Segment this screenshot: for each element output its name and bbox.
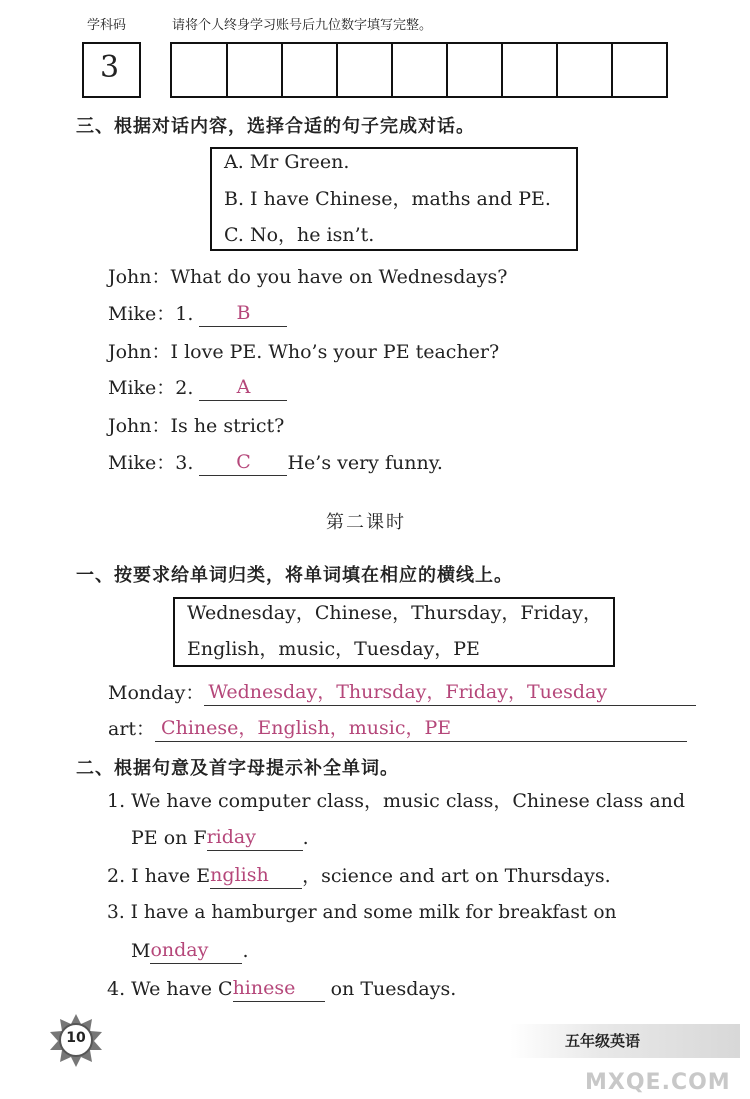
answer-blank[interactable]: onday [150, 937, 242, 964]
subject-code-value: 3 [100, 50, 120, 85]
section3-heading: 三、根据对话内容，选择合适的句子完成对话。 [76, 116, 475, 137]
answer-blank[interactable]: nglish [210, 862, 302, 889]
art-row [108, 715, 687, 742]
answer-blank[interactable]: riday [207, 824, 303, 851]
question-text: . [242, 940, 249, 962]
watermark: MXQE.COM [585, 1070, 731, 1095]
question-2 [107, 862, 611, 889]
question-text: . [302, 827, 309, 849]
answer-blank[interactable]: C [199, 449, 287, 476]
monday-label: Monday： [108, 682, 205, 704]
account-id-cell[interactable] [446, 44, 448, 96]
account-id-cell[interactable] [501, 44, 503, 96]
option-a: A. Mr Green. [224, 151, 350, 173]
account-id-cell[interactable] [281, 44, 283, 96]
art-label: art： [108, 718, 156, 740]
option-b: B. I have Chinese，maths and PE. [224, 188, 551, 210]
page-number-badge [48, 1012, 104, 1068]
answer-blank[interactable]: hinese [233, 975, 325, 1002]
question-3-line2 [131, 937, 249, 964]
art-answer[interactable]: Chinese，English，music，PE [155, 715, 687, 742]
question-text: 2. I have E [107, 865, 211, 887]
dialogue-line: John：I love PE. Who’s your PE teacher? [108, 341, 500, 363]
dialogue-line [108, 449, 443, 476]
answer-blank[interactable]: B [199, 300, 287, 327]
dialogue-speaker: Mike：3. [108, 452, 200, 474]
account-id-grid [170, 42, 668, 98]
subject-code-label: 学科码 [87, 18, 127, 33]
dialogue-speaker: Mike：1. [108, 303, 200, 325]
dialogue-line: John：Is he strict? [108, 415, 285, 437]
question-text: on Tuesdays. [330, 978, 457, 1000]
question-text: PE on F [131, 827, 207, 849]
account-id-cell[interactable] [336, 44, 338, 96]
section1-heading: 一、按要求给单词归类，将单词填在相应的横线上。 [76, 565, 513, 586]
question-4 [107, 975, 456, 1002]
question-1-line2 [131, 824, 309, 851]
monday-row [108, 679, 696, 706]
section2-heading: 二、根据句意及首字母提示补全单词。 [76, 758, 399, 779]
question-3-line1: 3. I have a hamburger and some milk for breakfast on [107, 902, 617, 923]
account-id-cell[interactable] [611, 44, 613, 96]
lesson-title: 第二课时 [326, 512, 406, 533]
account-id-cell[interactable] [226, 44, 228, 96]
question-text: M [131, 940, 151, 962]
question-1-line1: 1. We have computer class，music class，Chinese class and [107, 790, 686, 812]
option-c: C. No，he isn’t. [224, 224, 375, 246]
dialogue-line [108, 374, 287, 401]
word-bank-line: English，music，Tuesday，PE [187, 638, 480, 660]
question-text: ，science and art on Thursdays. [302, 865, 611, 887]
monday-answer[interactable]: Wednesday，Thursday，Friday，Tuesday [204, 679, 696, 706]
question-text: 4. We have C [107, 978, 233, 1000]
word-bank-line: Wednesday，Chinese，Thursday，Friday， [187, 602, 602, 624]
book-title: 五年级英语 [565, 1032, 641, 1050]
account-id-cell[interactable] [391, 44, 393, 96]
page-number: 10 [66, 1030, 86, 1046]
account-id-cell[interactable] [556, 44, 558, 96]
dialogue-line: John：What do you have on Wednesdays? [108, 266, 508, 288]
dialogue-tail: He’s very funny. [287, 452, 443, 474]
dialogue-speaker: Mike：2. [108, 377, 200, 399]
dialogue-line [108, 300, 287, 327]
id-instruction: 请将个人终身学习账号后九位数字填写完整。 [172, 18, 433, 33]
answer-blank[interactable]: A [199, 374, 287, 401]
